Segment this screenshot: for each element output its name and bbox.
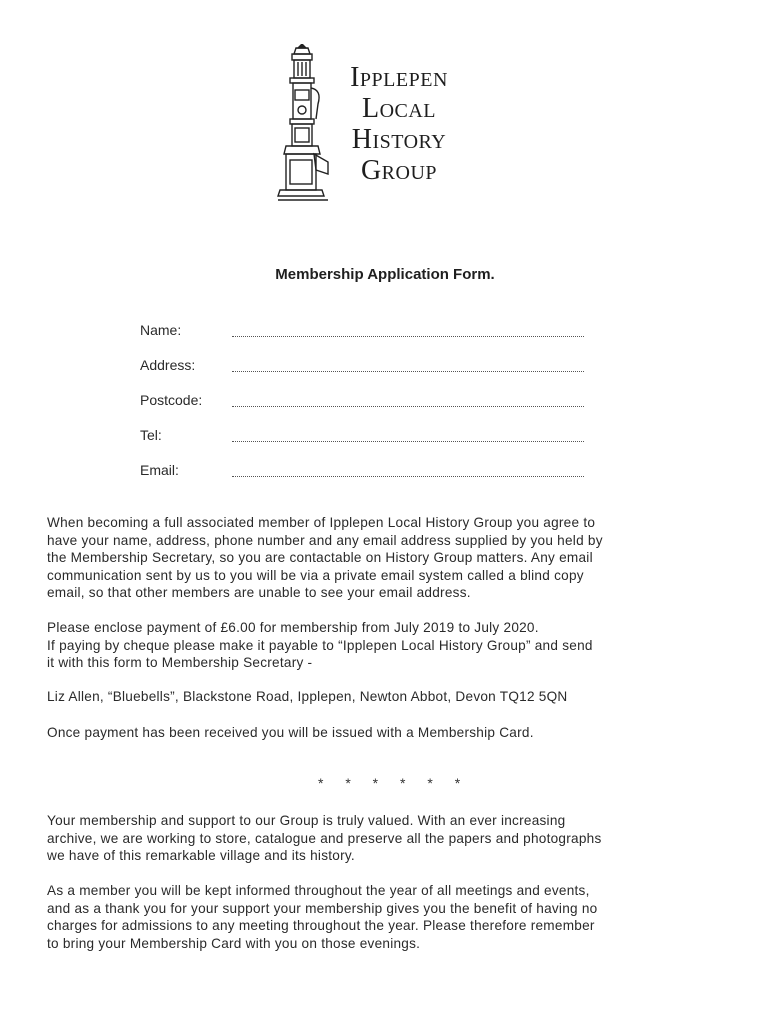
address-label: Address:: [140, 357, 196, 373]
text-line: to bring your Membership Card with you on those evenings.: [47, 935, 421, 951]
email-label: Email:: [140, 462, 179, 478]
email-field[interactable]: [140, 462, 600, 482]
text-line: it with this form to Membership Secretary -: [47, 655, 313, 670]
tel-label: Tel:: [140, 427, 162, 443]
privacy-paragraph: [47, 514, 727, 602]
card-paragraph: [47, 724, 727, 742]
tel-field[interactable]: [140, 427, 600, 447]
payment-paragraph: [47, 619, 727, 672]
logo-line: Local: [361, 93, 437, 124]
postcode-field[interactable]: [140, 392, 600, 412]
postcode-line[interactable]: [232, 405, 584, 407]
text-line: email, so that other members are unable to see your email address.: [47, 585, 471, 600]
support-paragraph: [47, 812, 727, 865]
postcode-label: Postcode:: [140, 392, 203, 408]
text-line: When becoming a full associated member of Ipplepen Local History Group you agree to: [47, 515, 596, 530]
member-benefits-paragraph: [47, 882, 727, 952]
form-title: Membership Application Form.: [275, 266, 495, 283]
address-field[interactable]: [140, 357, 600, 377]
logo-wordmark: [334, 62, 464, 186]
name-line[interactable]: [232, 335, 584, 337]
section-separator: * * * * * *: [318, 775, 463, 791]
text-line: the Membership Secretary, so you are contactable on History Group matters. Any email: [47, 550, 593, 565]
logo-line: Ipplepen: [350, 62, 448, 93]
text-line: Liz Allen, “Bluebells”, Blackstone Road, Ipplepen, Newton Abbot, Devon TQ12 5QN: [47, 689, 568, 704]
logo-line: History: [351, 124, 447, 155]
text-line: Your membership and support to our Group is truly valued. With an ever increasing: [47, 813, 566, 828]
logo-line: Group: [360, 155, 438, 186]
secretary-address: [47, 688, 727, 706]
text-line: Once payment has been received you will be issued with a Membership Card.: [47, 725, 534, 740]
text-line: charges for admissions to any meeting throughout the year. Please therefore remember: [47, 918, 595, 933]
name-field[interactable]: [140, 322, 600, 342]
email-line[interactable]: [232, 475, 584, 477]
text-line: and as a thank you for your support your membership gives you the benefit of having no: [47, 900, 598, 916]
text-line: Please enclose payment of £6.00 for membership from July 2019 to July 2020.: [47, 620, 539, 635]
text-line: have your name, address, phone number and any email address supplied by you held by: [47, 532, 603, 548]
text-line: we have of this remarkable village and its history.: [47, 848, 355, 863]
tel-line[interactable]: [232, 440, 584, 442]
text-line: communication sent by us to you will be via a private email system called a blind copy: [47, 567, 584, 583]
address-line[interactable]: [232, 370, 584, 372]
monument-icon: [276, 44, 334, 204]
text-line: archive, we are working to store, catalogue and preserve all the papers and photographs: [47, 830, 602, 846]
group-logo: [276, 44, 466, 204]
name-label: Name:: [140, 322, 182, 338]
text-line: If paying by cheque please make it payable to “Ipplepen Local History Group” and send: [47, 637, 593, 653]
text-line: As a member you will be kept informed throughout the year of all meetings and events,: [47, 883, 590, 898]
